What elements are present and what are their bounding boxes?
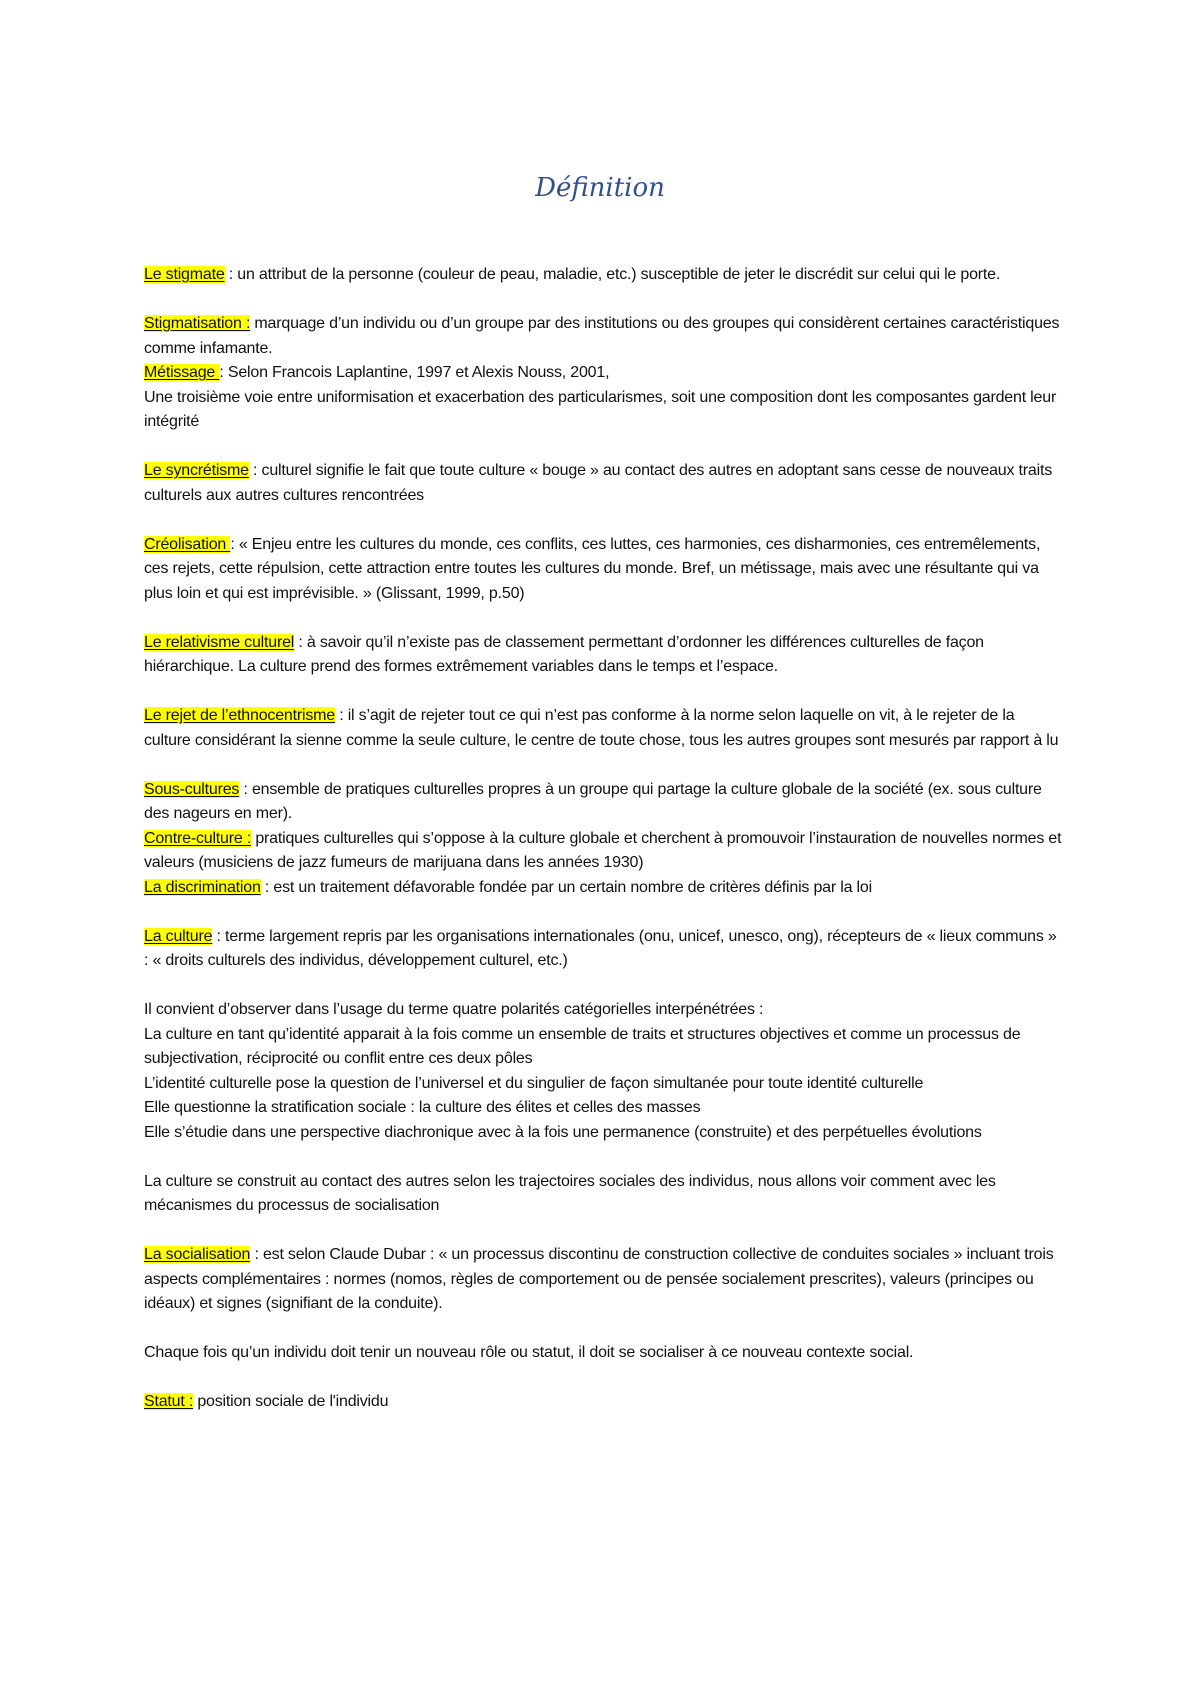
term-highlight: La socialisation [144, 1246, 251, 1263]
term-highlight: Statut : [144, 1393, 194, 1410]
paragraph-construit: La culture se construit au contact des autres selon les trajectoires sociales des individus, nous allons voir comment avec les mécanismes du processus de socialisation [144, 1172, 996, 1214]
entry-discrimination [144, 876, 1064, 901]
entry-creolisation [144, 533, 1064, 607]
definition-text: : est selon Claude Dubar : « un processus discontinu de construction collective de conduites sociales » incluant trois aspects complémentaires : normes (nomos, règles de comportement ou de pensée socialement prescrites), valeurs (principes ou idéaux) et signes (signifiant de la conduite). [144, 1246, 1054, 1312]
entry-contre-culture [144, 827, 1064, 876]
paragraph-polarites-line: L’identité culturelle pose la question de l’universel et du singulier de façon simultanée pour toute identité culturelle [144, 1074, 924, 1092]
term-highlight: Sous-cultures [144, 780, 240, 798]
definition-text: : Selon Francois Laplantine, 1997 et Alexis Nouss, 2001, [219, 364, 610, 381]
entry-relativisme [144, 631, 1064, 680]
entry-metissage-continued: Une troisième voie entre uniformisation et exacerbation des particularismes, soit une composition dont les composantes gardent leur intégrité [144, 388, 1057, 430]
definition-text: marquage d’un individu ou d’un groupe par des institutions ou des groupes qui considèrent certaines caractéristiques comme infamante. [144, 315, 1060, 357]
entry-sous-cultures [144, 778, 1064, 827]
definition-text: position sociale de l'individu [193, 1393, 389, 1410]
paragraph-polarites-line: Elle questionne la stratification sociale : la culture des élites et celles des masses [144, 1099, 701, 1116]
definition-text: : culturel signifie le fait que toute culture « bouge » au contact des autres en adoptant sans cesse de nouveaux traits culturels aux autres cultures rencontrées [144, 462, 1052, 504]
entry-stigmate [144, 263, 1064, 288]
term-highlight: La discrimination [144, 878, 261, 896]
definition-text: : un attribut de la personne (couleur de peau, maladie, etc.) susceptible de jeter le discrédit sur celui qui le porte. [224, 266, 1001, 283]
term-highlight: Le stigmate [144, 266, 225, 283]
term-highlight: Créolisation [144, 535, 231, 553]
term-highlight: Le syncrétisme [144, 462, 249, 479]
term-highlight: La culture [144, 927, 213, 945]
definition-text: pratiques culturelles qui s’oppose à la culture globale et cherchent à promouvoir l’instauration de nouvelles normes et valeurs (musiciens de jazz fumeurs de marijuana dans les années 1930) [144, 829, 1062, 871]
term-highlight: Le rejet de l’ethnocentrisme [144, 707, 335, 724]
definition-text: : est un traitement défavorable fondée par un certain nombre de critères définis par la loi [260, 878, 872, 896]
page-title: Définition [535, 173, 665, 203]
paragraph-chaque-fois: Chaque fois qu’un individu doit tenir un nouveau rôle ou statut, il doit se socialiser à ce nouveau contexte social. [144, 1344, 914, 1361]
definition-text: : il s’agit de rejeter tout ce qui n’est pas conforme à la norme selon laquelle on vit, à le rejeter de la culture considérant la sienne comme la seule culture, le centre de toute chose, tous les autres groupes sont mesurés par rapport à lu [144, 707, 1059, 749]
paragraph-polarites-line: Elle s’étudie dans une perspective diachronique avec à la fois une permanence (construite) et des perpétuelles évolutions [144, 1123, 982, 1141]
entry-stigmatisation [144, 312, 1064, 361]
definition-text: : à savoir qu’il n’existe pas de classement permettant d’ordonner les différences culturelles de façon hiérarchique. La culture prend des formes extrêmement variables dans le temps et l’espace. [144, 633, 984, 675]
term-highlight: Métissage [144, 364, 220, 381]
definition-text: : terme largement repris par les organisations internationales (onu, unicef, unesco, ong), récepteurs de « lieux communs » : « droits culturels des individus, développement culturel, etc.) [144, 927, 1057, 969]
term-highlight: Le relativisme culturel [144, 633, 295, 651]
document-body [144, 263, 1064, 1415]
definition-text: : ensemble de pratiques culturelles propres à un groupe qui partage la culture globale de la société (ex. sous culture des nageurs en mer). [144, 780, 1042, 822]
entry-syncretisme [144, 459, 1064, 508]
term-highlight: Contre-culture : [144, 829, 252, 847]
paragraph-polarites-intro: Il convient d’observer dans l’usage du terme quatre polarités catégorielles interpénétrées : [144, 1001, 764, 1018]
entry-culture [144, 925, 1064, 974]
term-highlight: Stigmatisation : [144, 315, 251, 332]
entry-ethnocentrisme [144, 704, 1064, 753]
entry-socialisation [144, 1243, 1064, 1317]
entry-metissage [144, 361, 1064, 386]
paragraph-polarites-line: La culture en tant qu’identité apparait à la fois comme un ensemble de traits et structures objectives et comme un processus de subjectivation, réciprocité ou conflit entre ces deux pôles [144, 1025, 1021, 1067]
entry-statut [144, 1390, 1064, 1415]
definition-text: : « Enjeu entre les cultures du monde, ces conflits, ces luttes, ces harmonies, ces disharmonies, ces entremêlements, ces rejets, cette répulsion, cette attraction entre toutes les cultures du monde. Bref, un métissage, mais avec une résultante qui va plus loin et qui est imprévisible. » (Glissant, 1999, p.50) [144, 535, 1041, 602]
